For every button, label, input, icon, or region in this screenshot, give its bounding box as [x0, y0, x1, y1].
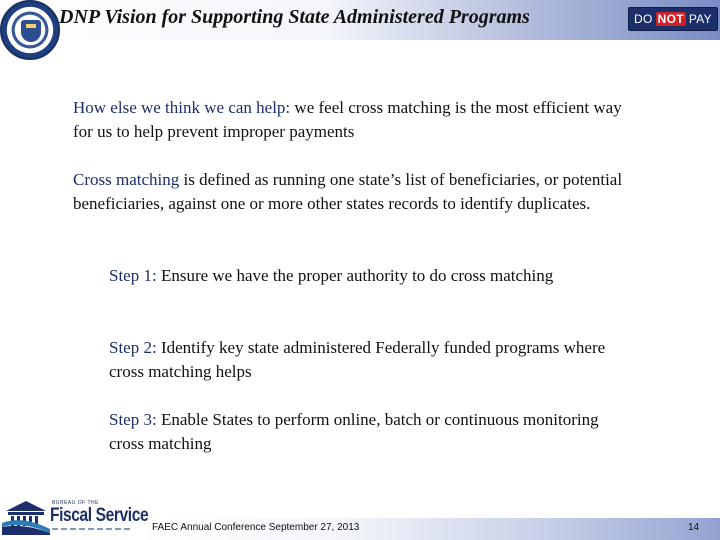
page-number: 14	[688, 522, 700, 533]
step-1	[109, 264, 629, 288]
intro-text: we feel cross matching is the most efficient way for us to help prevent improper payments	[73, 98, 622, 141]
seal-key	[26, 24, 36, 28]
step-3-label: Step 3:	[109, 410, 157, 429]
definition-term: Cross matching	[73, 170, 180, 189]
fiscal-service-tagline-rule	[52, 528, 130, 530]
step-1-label: Step 1:	[109, 266, 157, 285]
do-not-pay-logo	[628, 7, 718, 31]
logo-do: DO	[634, 12, 653, 26]
fiscal-service-building-icon	[2, 493, 52, 535]
logo-not: NOT	[657, 12, 684, 26]
fiscal-service-logo-text: Fiscal Service	[50, 505, 149, 526]
footer-conference: FAEC Annual Conference September 27, 2013	[152, 522, 360, 533]
definition-paragraph	[73, 168, 633, 216]
logo-pay: PAY	[688, 12, 712, 26]
slide-title: DNP Vision for Supporting State Administered Programs	[59, 6, 530, 28]
slide-body	[73, 96, 633, 240]
step-1-text: Ensure we have the proper authority to do cross matching	[156, 266, 554, 285]
fiscal-service-logo-small-text: BUREAU OF THE	[52, 500, 99, 506]
step-2	[109, 336, 629, 384]
step-3	[109, 408, 629, 456]
step-2-label: Step 2:	[109, 338, 157, 357]
treasury-seal-icon	[0, 0, 60, 60]
definition-text: is defined as running one state’s list of beneficiaries, or potential beneficiaries, against one or more other states records to identify duplicates.	[73, 170, 623, 213]
intro-heading: How else we think we can help:	[73, 98, 291, 117]
step-3-text: Enable States to perform online, batch or continuous monitoring cross matching	[109, 410, 599, 453]
intro-paragraph	[73, 96, 633, 144]
step-2-text: Identify key state administered Federally funded programs where cross matching helps	[109, 338, 606, 381]
